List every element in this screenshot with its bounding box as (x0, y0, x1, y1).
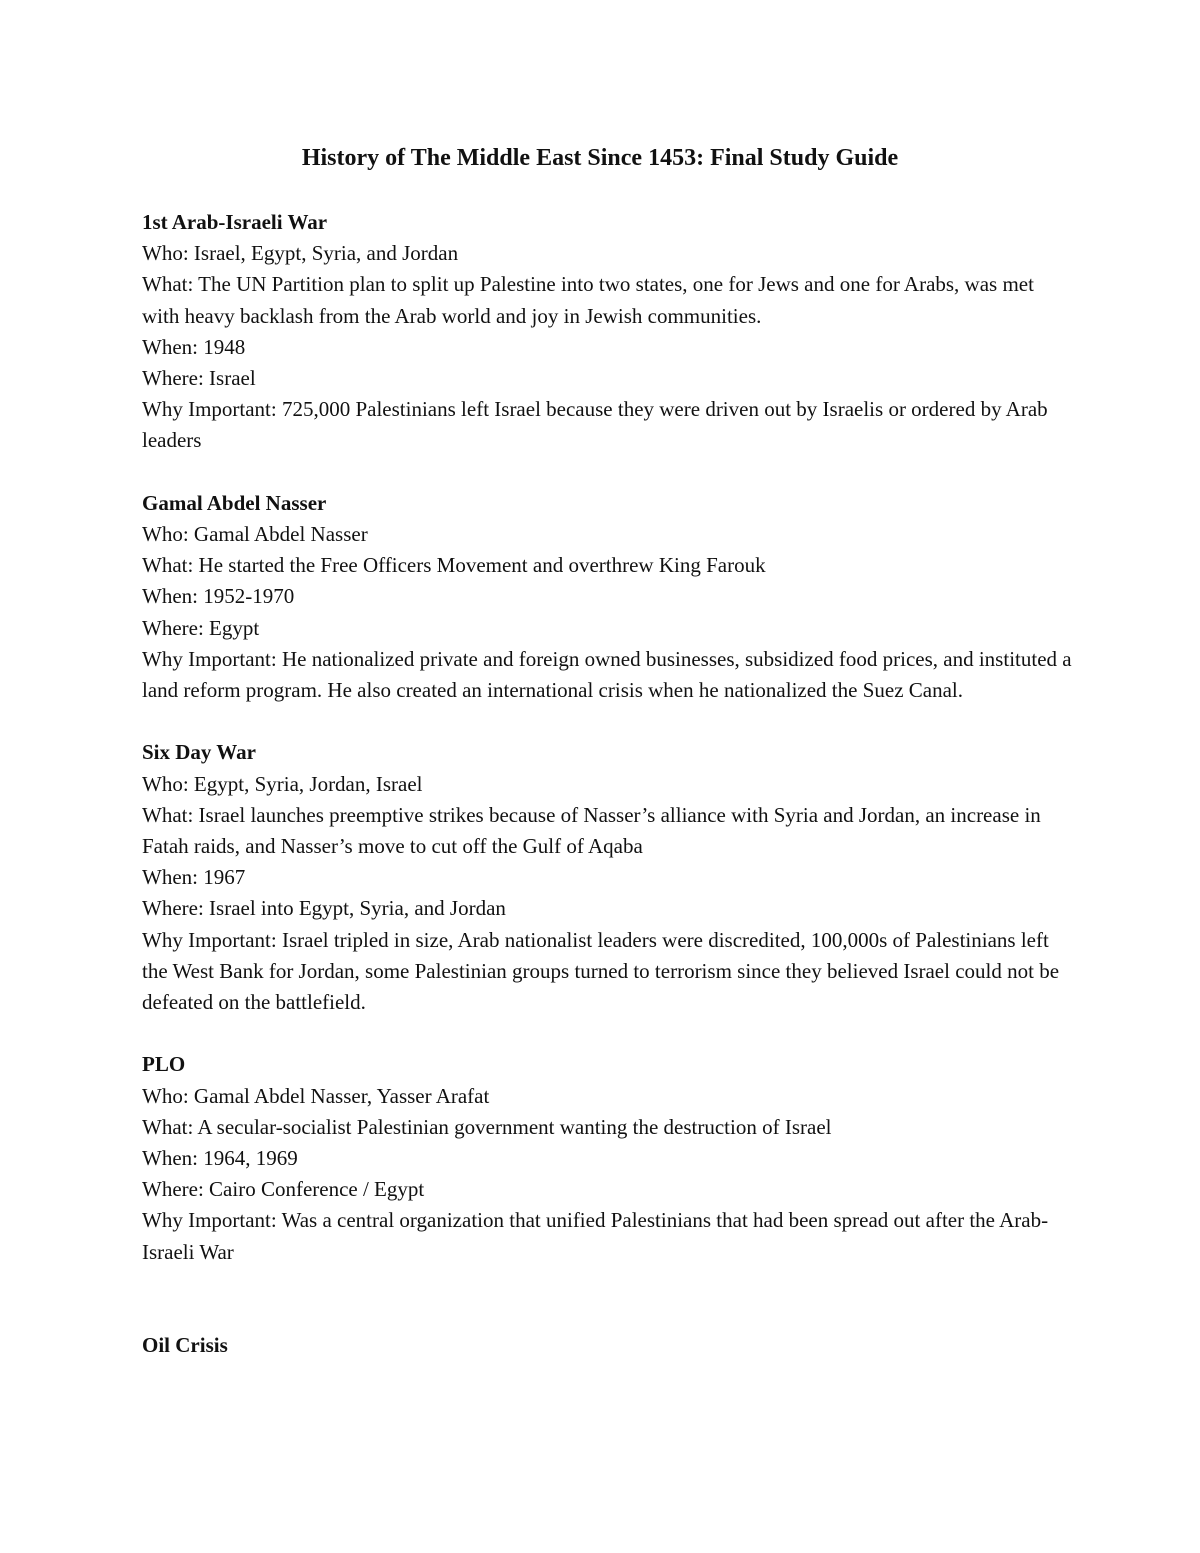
where-line: Where: Cairo Conference / Egypt (142, 1177, 425, 1202)
why-important-line: Why Important: Was a central organization that unified Palestinians that had been spread out after the Arab-Israeli War (142, 1208, 1049, 1264)
section-six-day-war (142, 737, 1072, 1018)
section-heading: Six Day War (142, 740, 256, 765)
what-line: What: He started the Free Officers Movement and overthrew King Farouk (142, 553, 766, 578)
where-line: Where: Israel into Egypt, Syria, and Jordan (142, 896, 506, 921)
section-heading: PLO (142, 1052, 186, 1077)
what-line: What: The UN Partition plan to split up Palestine into two states, one for Jews and one for Arabs, was met with heavy backlash from the Arab world and joy in Jewish communities. (142, 272, 1034, 328)
why-important-line: Why Important: He nationalized private and foreign owned businesses, subsidized food prices, and instituted a land reform program. He also created an international crisis when he nationalized the Suez Canal. (142, 646, 1072, 703)
where-line: Where: Israel (142, 366, 256, 391)
section-heading: Gamal Abdel Nasser (142, 490, 327, 515)
when-line: When: 1967 (142, 865, 246, 890)
when-line: When: 1952-1970 (142, 584, 295, 609)
where-line: Where: Egypt (142, 615, 260, 640)
why-important-line: Why Important: 725,000 Palestinians left Israel because they were driven out by Israelis or ordered by Arab leaders (142, 397, 1048, 453)
what-line: What: Israel launches preemptive strikes because of Nasser’s alliance with Syria and Jordan, an increase in Fatah raids, and Nasser’s move to cut off the Gulf of Aqaba (142, 802, 1041, 859)
what-line: What: A secular-socialist Palestinian government wanting the destruction of Israel (142, 1114, 832, 1139)
document-title: History of The Middle East Since 1453: Final Study Guide (301, 145, 899, 171)
section-first-arab-israeli-war (142, 207, 1072, 457)
who-line: Who: Israel, Egypt, Syria, and Jordan (142, 241, 459, 266)
section-heading: 1st Arab-Israeli War (142, 210, 328, 234)
who-line: Who: Egypt, Syria, Jordan, Israel (142, 771, 423, 796)
section-oil-crisis (142, 1330, 1072, 1361)
who-line: Who: Gamal Abdel Nasser (142, 522, 368, 547)
section-heading: Oil Crisis (142, 1333, 228, 1358)
who-line: Who: Gamal Abdel Nasser, Yasser Arafat (142, 1083, 490, 1108)
when-line: When: 1948 (142, 334, 246, 359)
when-line: When: 1964, 1969 (142, 1146, 298, 1171)
section-gamal-abdel-nasser (142, 488, 1072, 706)
why-important-line: Why Important: Israel tripled in size, Arab nationalist leaders were discredited, 100,000s of Palestinians left the West Bank for Jordan, some Palestinian groups turned to terrorism since they believed Israel could not be defeated on the battlefield. (142, 927, 1060, 1015)
section-plo (142, 1049, 1072, 1267)
document-body (142, 207, 1072, 1393)
